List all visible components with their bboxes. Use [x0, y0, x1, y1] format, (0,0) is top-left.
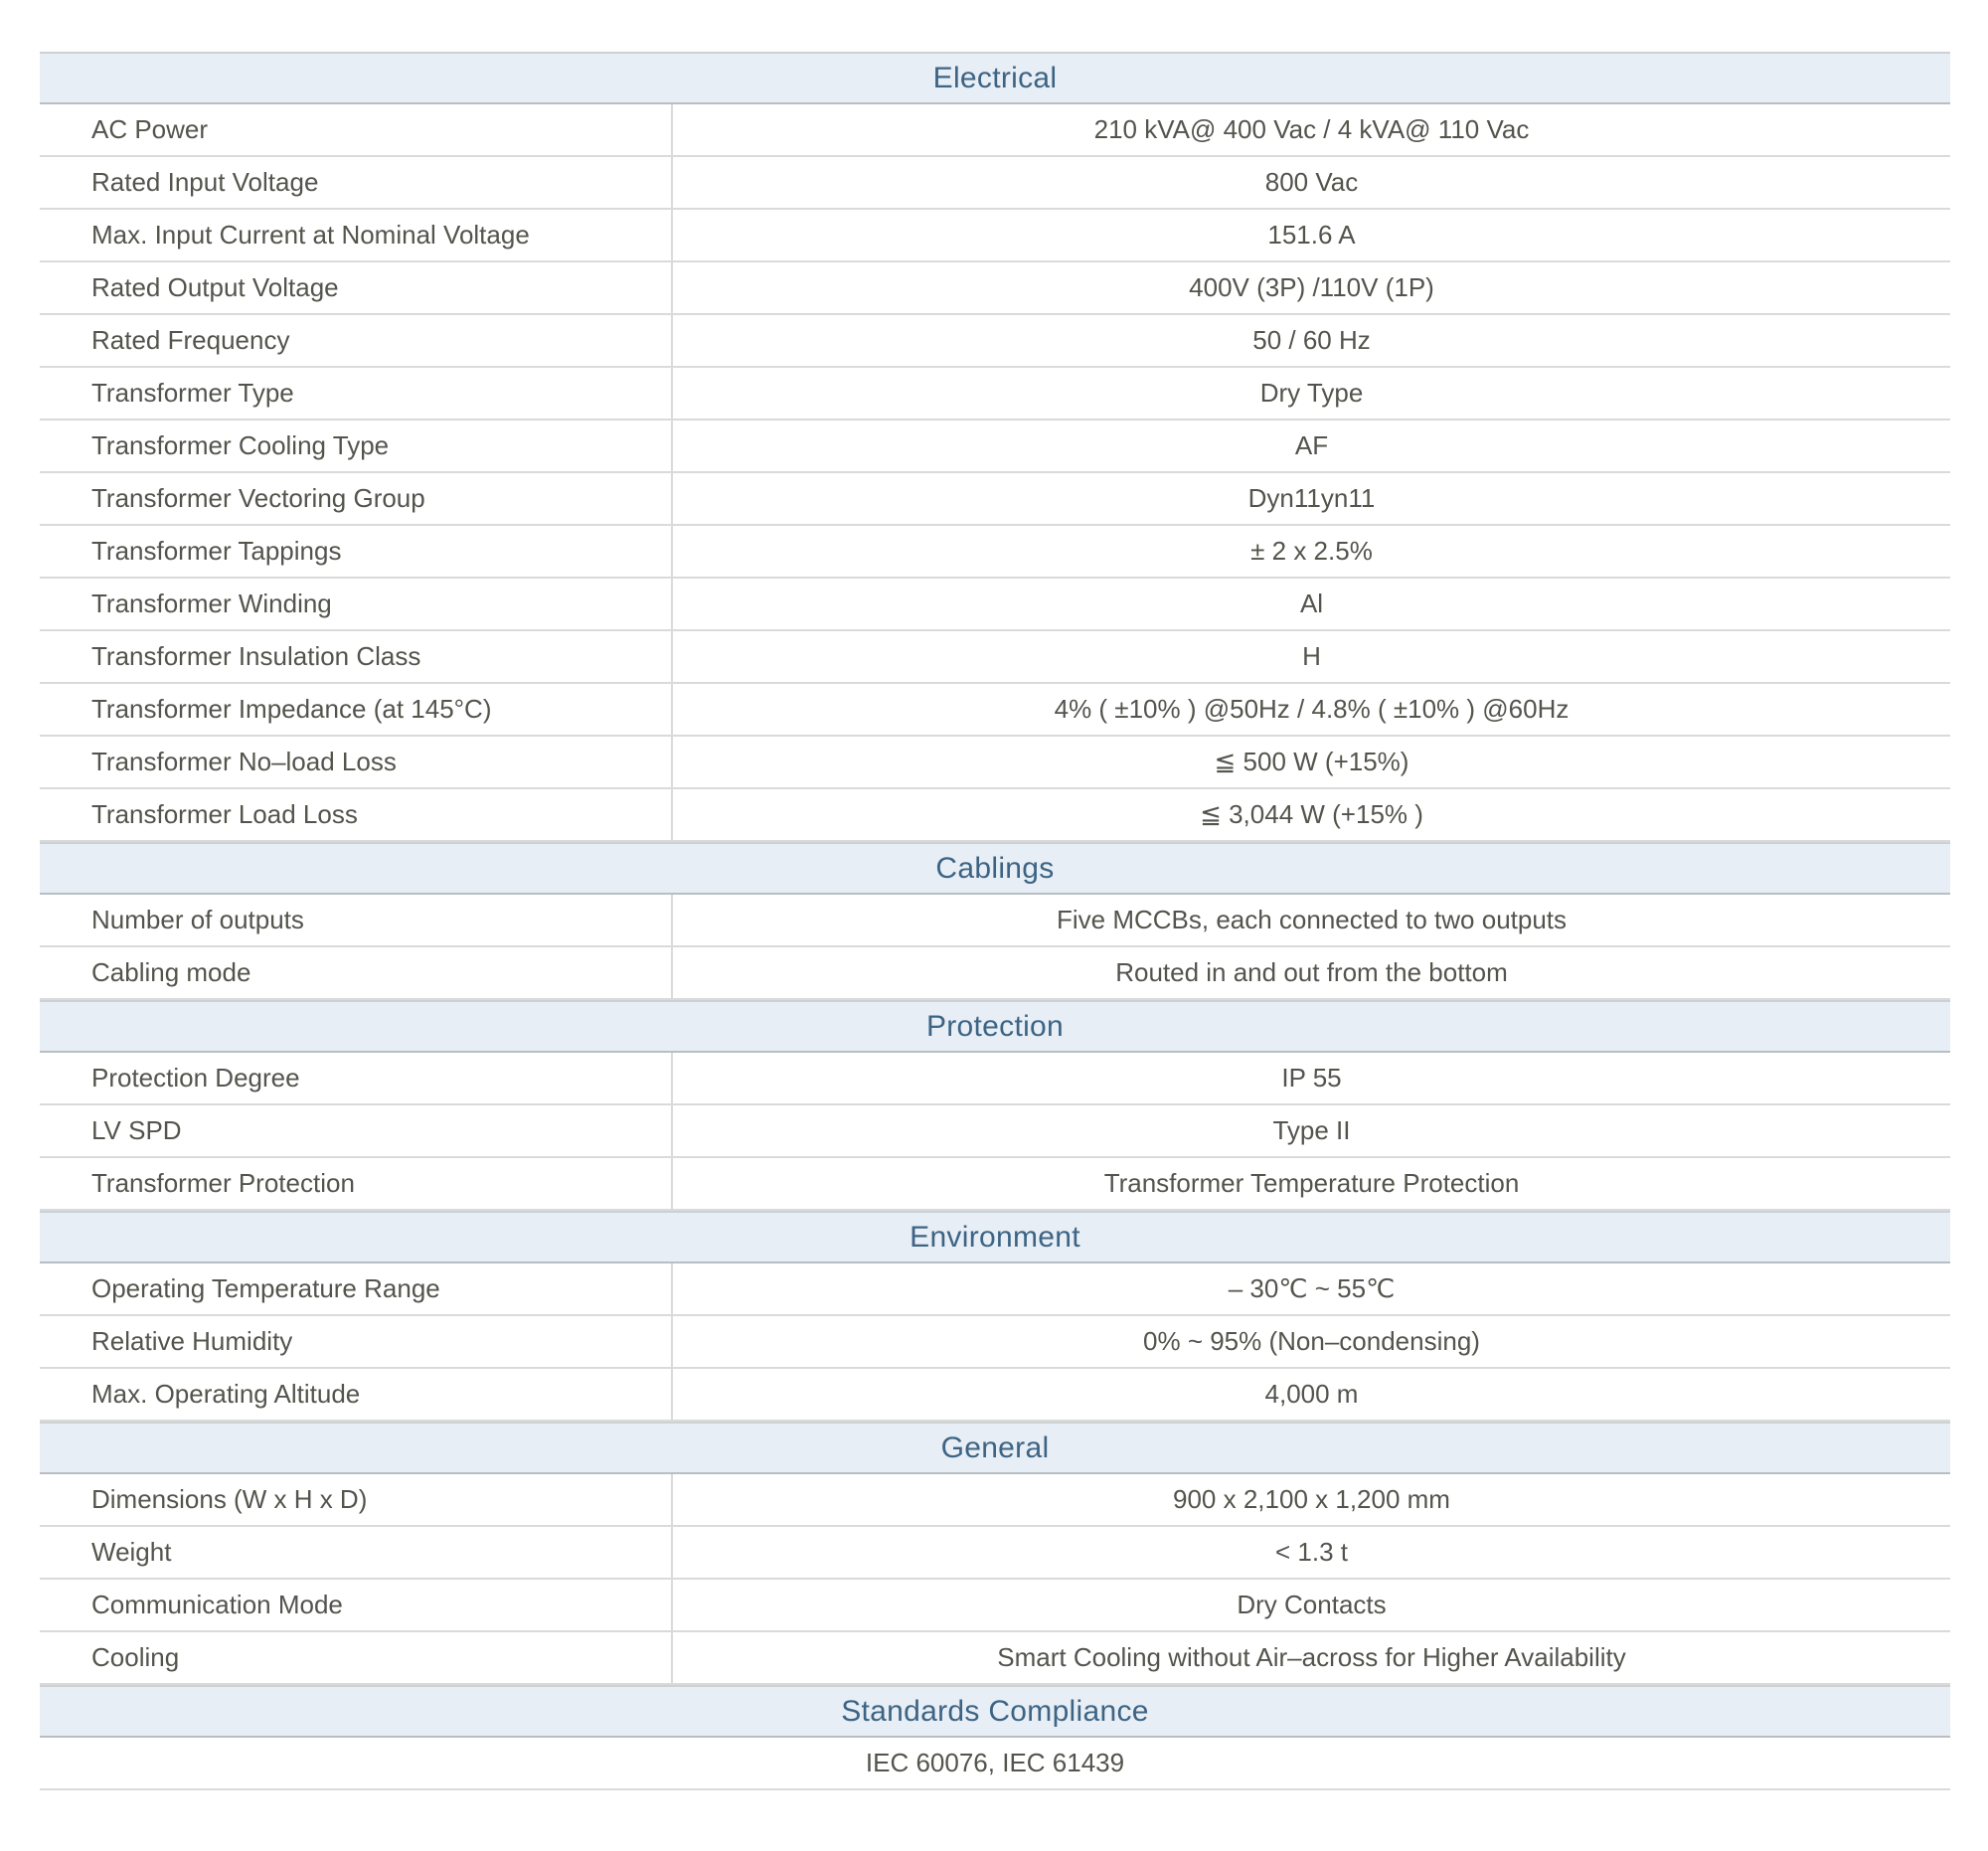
spec-value: 4,000 m: [1264, 1379, 1359, 1409]
spec-row: [40, 315, 1950, 368]
spec-label: Communication Mode: [40, 1580, 673, 1630]
spec-value: 151.6 A: [1267, 220, 1356, 250]
spec-value: IP 55: [1281, 1063, 1342, 1093]
spec-row: [40, 1316, 1950, 1369]
spec-value: Five MCCBs, each connected to two outputs: [1056, 905, 1568, 934]
spec-row: [40, 737, 1950, 789]
spec-label: Max. Input Current at Nominal Voltage: [40, 210, 673, 260]
spec-row: [40, 473, 1950, 526]
spec-label: Rated Frequency: [40, 315, 673, 366]
section-header-standards-compliance: [40, 1685, 1950, 1738]
section-title: Standards Compliance: [841, 1694, 1149, 1728]
spec-row: [40, 947, 1950, 1000]
spec-label: Rated Input Voltage: [40, 157, 673, 208]
spec-value: Routed in and out from the bottom: [1115, 957, 1508, 987]
section-header-general: [40, 1422, 1950, 1474]
spec-row: [40, 1105, 1950, 1158]
spec-label: Transformer Tappings: [40, 526, 673, 577]
spec-value: 400V (3P) /110V (1P): [1189, 272, 1434, 302]
spec-table: [40, 52, 1950, 1790]
spec-value: Smart Cooling without Air–across for Higher Availability: [997, 1642, 1626, 1672]
spec-label: Weight: [40, 1527, 673, 1578]
section-title: Protection: [925, 1009, 1065, 1043]
spec-value: 0% ~ 95% (Non–condensing): [1143, 1326, 1480, 1356]
spec-value: ≦ 500 W (+15%): [1214, 747, 1409, 776]
spec-row: [40, 631, 1950, 684]
section-header-electrical: [40, 52, 1950, 104]
spec-label: Protection Degree: [40, 1053, 673, 1103]
spec-row: [40, 1527, 1950, 1580]
spec-row: [40, 684, 1950, 737]
spec-row: [40, 421, 1950, 473]
spec-label: Transformer Impedance (at 145°C): [40, 684, 673, 735]
section-title: Cablings: [935, 851, 1055, 885]
spec-row: [40, 157, 1950, 210]
spec-row: [40, 789, 1950, 842]
spec-label: Operating Temperature Range: [40, 1263, 673, 1314]
spec-row: [40, 368, 1950, 421]
spec-label: AC Power: [40, 104, 673, 155]
spec-label: Rated Output Voltage: [40, 262, 673, 313]
spec-value: Dry Type: [1259, 378, 1364, 408]
spec-row: [40, 1580, 1950, 1632]
spec-row: [40, 1263, 1950, 1316]
spec-value: – 30℃ ~ 55℃: [1228, 1273, 1396, 1303]
spec-label: Relative Humidity: [40, 1316, 673, 1367]
spec-value: Transformer Temperature Protection: [1103, 1168, 1520, 1198]
spec-label: Cooling: [40, 1632, 673, 1683]
spec-value: ± 2 x 2.5%: [1250, 536, 1373, 566]
spec-label: Transformer Load Loss: [40, 789, 673, 840]
spec-label: Transformer Insulation Class: [40, 631, 673, 682]
spec-value: 50 / 60 Hz: [1252, 325, 1371, 355]
spec-value: H: [1302, 641, 1321, 671]
spec-value: Al: [1299, 589, 1324, 618]
spec-label: Transformer Type: [40, 368, 673, 419]
spec-row: [40, 1053, 1950, 1105]
spec-label: Transformer No–load Loss: [40, 737, 673, 787]
spec-row: [40, 1632, 1950, 1685]
spec-row: [40, 1158, 1950, 1211]
spec-value: 800 Vac: [1264, 167, 1359, 197]
spec-label: Transformer Vectoring Group: [40, 473, 673, 524]
section-header-environment: [40, 1211, 1950, 1263]
spec-label: Dimensions (W x H x D): [40, 1474, 673, 1525]
spec-row: [40, 1474, 1950, 1527]
section-header-cablings: [40, 842, 1950, 895]
section-title: Environment: [910, 1220, 1080, 1254]
spec-row: [40, 104, 1950, 157]
spec-value: ≦ 3,044 W (+15% ): [1200, 799, 1423, 829]
spec-row: [40, 1369, 1950, 1422]
spec-label: Max. Operating Altitude: [40, 1369, 673, 1420]
spec-row: [40, 895, 1950, 947]
spec-value: Dry Contacts: [1237, 1590, 1387, 1619]
spec-value: Dyn11yn11: [1247, 483, 1376, 513]
spec-value: Type II: [1272, 1115, 1351, 1145]
spec-label: Transformer Cooling Type: [40, 421, 673, 471]
spec-value: 4% ( ±10% ) @50Hz / 4.8% ( ±10% ) @60Hz: [1054, 694, 1570, 724]
section-title: Electrical: [932, 61, 1058, 94]
spec-label: Transformer Protection: [40, 1158, 673, 1209]
spec-value: 900 x 2,100 x 1,200 mm: [1173, 1484, 1450, 1514]
section-header-protection: [40, 1000, 1950, 1053]
spec-value: < 1.3 t: [1275, 1537, 1348, 1567]
spec-row: [40, 262, 1950, 315]
spec-row: [40, 1738, 1950, 1790]
spec-label: Number of outputs: [40, 895, 673, 945]
spec-row: [40, 526, 1950, 579]
spec-value: 210 kVA@ 400 Vac / 4 kVA@ 110 Vac: [1093, 114, 1530, 144]
spec-label: Transformer Winding: [40, 579, 673, 629]
spec-row: [40, 579, 1950, 631]
section-title: General: [940, 1430, 1050, 1464]
spec-label: LV SPD: [40, 1105, 673, 1156]
spec-value: IEC 60076, IEC 61439: [865, 1748, 1125, 1777]
spec-row: [40, 210, 1950, 262]
spec-value: AF: [1294, 430, 1329, 460]
spec-label: Cabling mode: [40, 947, 673, 998]
